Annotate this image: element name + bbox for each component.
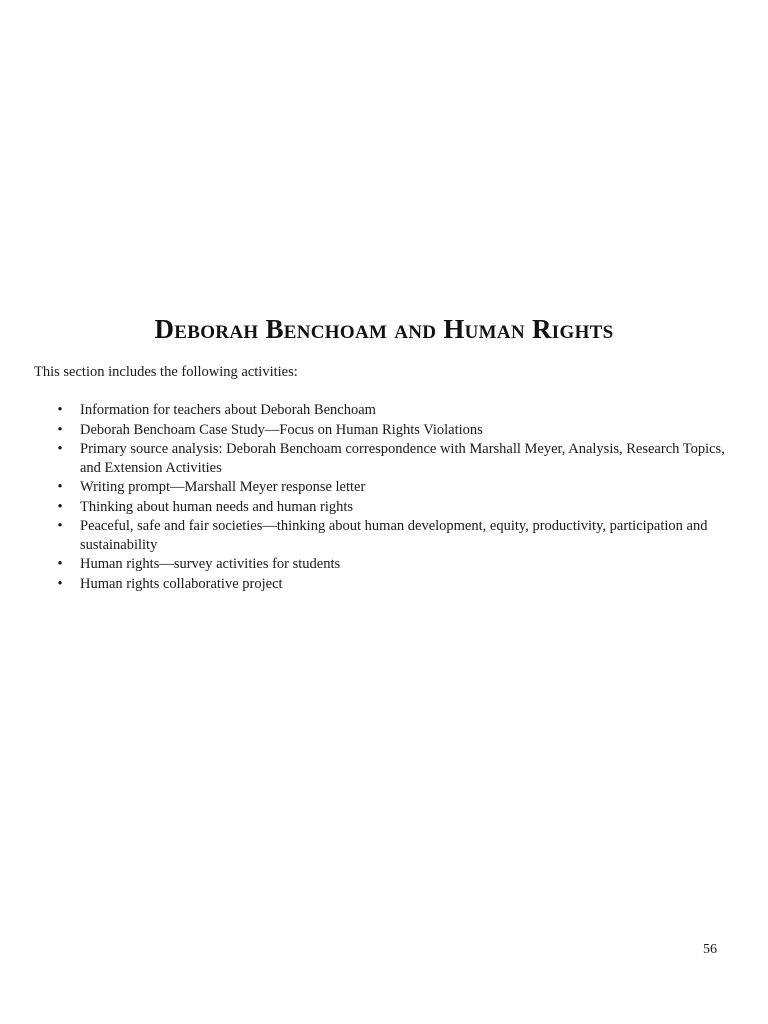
bullet-icon: •	[57, 556, 63, 572]
list-item	[54, 517, 734, 554]
list-item-text: Deborah Benchoam Case Study—Focus on Human Rights Violations	[80, 421, 483, 438]
list-item-text: Primary source analysis: Deborah Benchoam correspondence with Marshall Meyer, Analysis, Research Topics, and Extension Activities	[80, 441, 725, 476]
list-item	[54, 478, 734, 497]
list-item-text: Information for teachers about Deborah Benchoam	[80, 402, 376, 418]
list-item	[54, 575, 734, 594]
list-item-text: Human rights—survey activities for students	[80, 556, 341, 572]
bullet-icon: •	[57, 518, 63, 534]
list-item-text: Writing prompt—Marshall Meyer response letter	[80, 479, 366, 495]
bullet-icon: •	[57, 441, 63, 457]
bullet-icon: •	[57, 479, 63, 495]
bullet-icon: •	[57, 498, 63, 515]
activity-list	[54, 401, 734, 594]
bullet-icon: •	[57, 575, 63, 592]
list-item	[54, 401, 734, 420]
list-item-text: Human rights collaborative project	[80, 575, 283, 592]
list-item-text: Peaceful, safe and fair societies—thinking about human development, equity, productivity, participation and sustainability	[80, 518, 708, 553]
list-item	[54, 421, 734, 440]
list-item	[54, 498, 734, 517]
list-item	[54, 440, 734, 477]
intro-text: This section includes the following activities:	[34, 364, 298, 380]
page-title: Deborah Benchoam and Human Rights	[154, 314, 614, 344]
page-number: 56	[703, 942, 717, 957]
bullet-icon: •	[57, 421, 63, 438]
list-item-text: Thinking about human needs and human rights	[80, 498, 354, 515]
list-item	[54, 555, 734, 574]
bullet-icon: •	[57, 402, 63, 418]
